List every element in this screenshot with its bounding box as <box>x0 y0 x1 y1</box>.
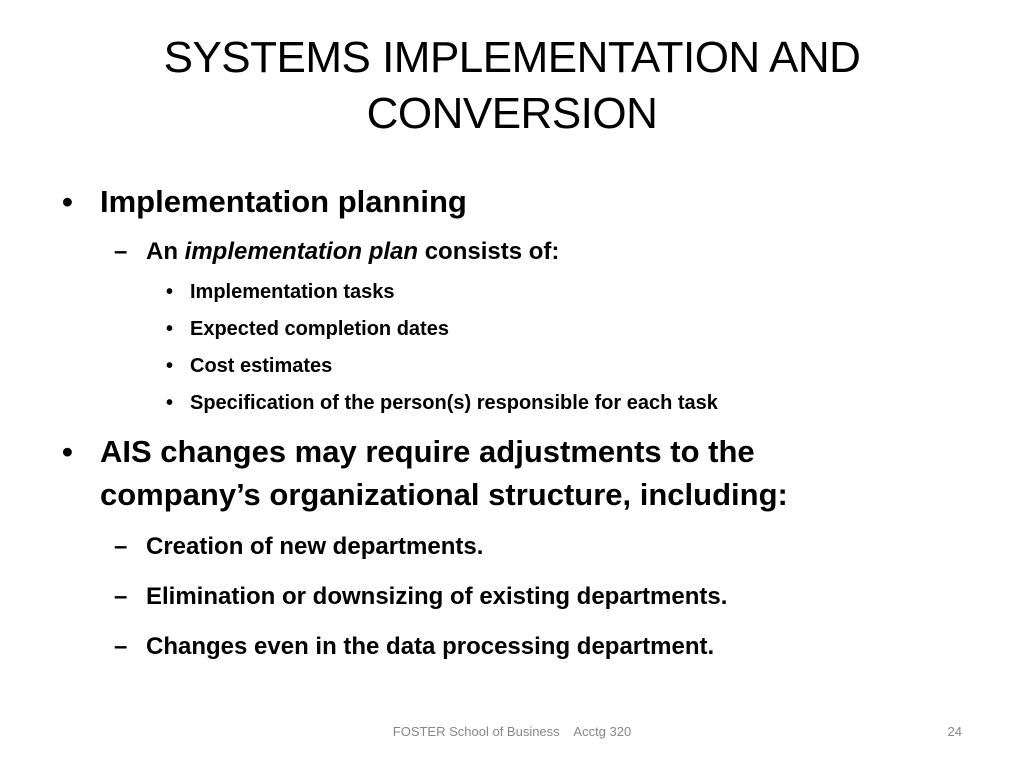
dash-marker: – <box>114 583 128 610</box>
bullet-implementation-planning <box>58 180 978 223</box>
bullet-text: Implementation planning <box>100 184 467 219</box>
plan-item-text: Specification of the person(s) responsible for each task <box>190 392 718 414</box>
slide-number: 24 <box>947 724 962 739</box>
org-change-text: Creation of new departments. <box>146 533 484 560</box>
title-line-1: SYSTEMS IMPLEMENTATION AND <box>163 33 861 82</box>
org-change-text: Elimination or downsizing of existing departments. <box>146 583 728 610</box>
bullet-marker: • <box>166 355 174 377</box>
bullet-ais-changes <box>58 430 978 516</box>
sub-bullet-post: consists of: <box>418 238 560 265</box>
dash-marker: – <box>114 533 128 560</box>
bullet-marker: • <box>166 318 174 340</box>
plan-item <box>58 316 978 342</box>
title-line-2: CONVERSION <box>366 89 658 138</box>
org-change-item <box>58 532 978 562</box>
plan-item-text: Expected completion dates <box>190 318 449 340</box>
sub-bullet-emphasis: implementation plan <box>184 238 419 265</box>
plan-item <box>58 353 978 379</box>
org-change-item <box>58 632 978 662</box>
bullet-marker: • <box>166 281 174 303</box>
plan-item-text: Cost estimates <box>190 355 333 377</box>
sub-bullet-pre: An <box>146 238 185 265</box>
plan-item <box>58 279 978 305</box>
org-change-item <box>58 582 978 612</box>
bullet-marker: • <box>62 184 73 219</box>
plan-item <box>58 390 978 416</box>
slide-body <box>58 180 978 662</box>
bullet-text-line-1: AIS changes may require adjustments to the <box>100 434 755 469</box>
sub-bullet-implementation-plan <box>58 237 978 267</box>
bullet-text-line-2: company’s organizational structure, including: <box>100 477 788 512</box>
dash-marker: – <box>114 238 128 265</box>
plan-item-text: Implementation tasks <box>190 281 395 303</box>
org-change-text: Changes even in the data processing department. <box>146 633 715 660</box>
dash-marker: – <box>114 633 128 660</box>
footer-text: FOSTER School of Business Acctg 320 <box>392 724 632 739</box>
slide-title <box>60 30 964 142</box>
bullet-marker: • <box>166 392 174 414</box>
bullet-marker: • <box>62 434 73 469</box>
